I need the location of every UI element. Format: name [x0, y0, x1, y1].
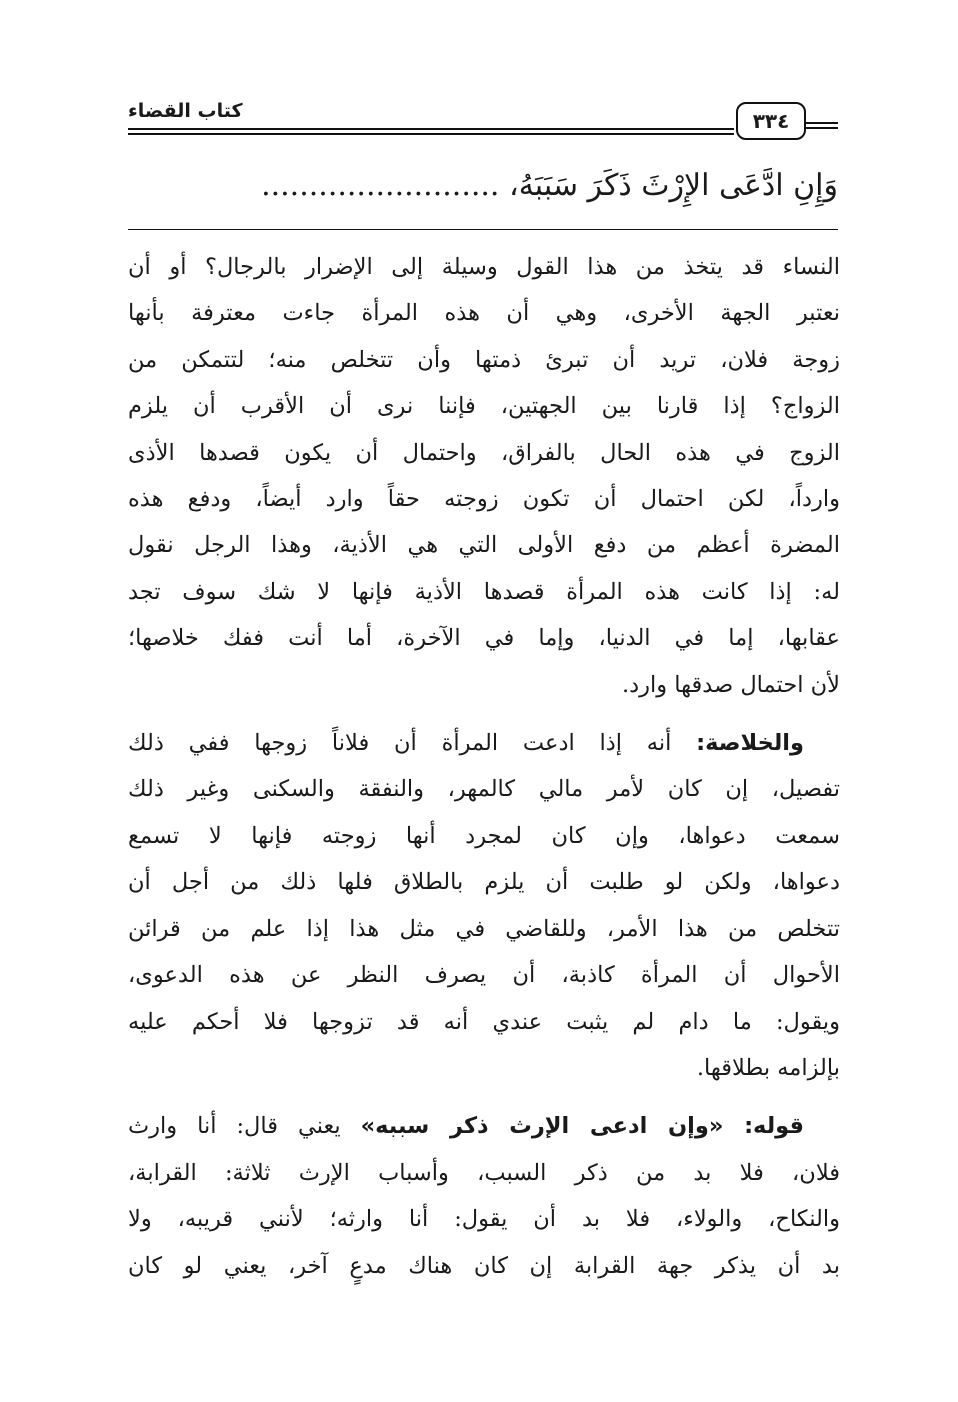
text-line: المضرة أعظم من دفع الأولى التي هي الأذية، وهذا الرجل نقول: [128, 532, 840, 559]
running-title: كتاب القضاء: [128, 100, 243, 122]
text-line: فلان، فلا بد من ذكر السبب، وأسباب الإرث ثلاثة: القرابة،: [128, 1159, 840, 1186]
matn-quote: «وإن ادعى الإرث ذكر سببه»: [360, 1113, 745, 1140]
header-rule-right-top: [804, 122, 838, 124]
text-line: عقابها، إما في الدنيا، وإما في الآخرة، أما أنت ففك خلاصها؛: [128, 625, 840, 652]
text-line: ويقول: ما دام لم يثبت عندي أنه قد تزوجها فلا أحكم عليه: [128, 1008, 840, 1035]
text-line: تفصيل، إن كان لأمر مالي كالمهر، والنفقة والسكنى وغير ذلك: [128, 776, 840, 803]
text-line: النساء قد يتخذ من هذا القول وسيلة إلى الإضرار بالرجال؟ أو أن: [128, 254, 840, 280]
qawluhu-lead: قوله:: [744, 1113, 804, 1140]
matn-line: [128, 160, 838, 212]
text-line: بد أن يذكر جهة القرابة إن كان هناك مدعٍ آخر، يعني لو كان: [128, 1252, 840, 1279]
matn-separator: [128, 229, 838, 230]
header-rule-top: [128, 128, 734, 130]
header-rule-bottom: [128, 133, 734, 135]
matn-text: وَإِنِ ادَّعَى الإِرْثَ ذَكَرَ سَبَبَهُ،: [509, 168, 838, 203]
text-line: [128, 1103, 840, 1149]
paragraph-1: [128, 244, 840, 708]
text-line: تتخلص من هذا الأمر، وللقاضي في مثل هذا إذا علم من قرائن: [128, 915, 840, 942]
summary-lead: والخلاصة:: [696, 730, 804, 757]
text-line: [128, 720, 840, 766]
quote-first-line: يعني قال: أنا وارث: [128, 1113, 361, 1140]
commentary-body: [128, 244, 840, 1289]
text-line: زوجة فلان، تريد أن تبرئ ذمتها وأن تتخلص منه؛ لتتمكن من: [128, 346, 840, 373]
page-number: ٣٣٤: [736, 102, 806, 140]
text-line: له: إذا كانت هذه المرأة قصدها الأذية فإنها لا شك سوف تجد: [128, 578, 840, 605]
text-line: نعتبر الجهة الأخرى، وهي أن هذه المرأة جاءت معترفة بأنها: [128, 300, 840, 327]
summary-first-line: أنه إذا ادعت المرأة أن فلاناً زوجها ففي ذلك: [128, 730, 697, 757]
text-line: بإلزامه بطلاقها.: [696, 1054, 840, 1081]
paragraph-3: [128, 1103, 840, 1289]
text-line: الزوج في هذه الحال بالفراق، واحتمال أن يكون قصدها الأذى: [128, 439, 840, 466]
matn-dots: .........................: [261, 168, 500, 203]
text-line: والنكاح، والولاء، فلا بد أن يقول: أنا وارثه؛ لأنني قريبه، ولا: [128, 1206, 840, 1233]
text-line: وارداً، لكن احتمال أن تكون زوجته حقاً وارد أيضاً، ودفع هذه: [128, 486, 840, 513]
header-rule-right-bottom: [804, 127, 838, 129]
text-line: سمعت دعواها، وإن كان لمجرد أنها زوجته فإنها لا تسمع: [128, 822, 840, 849]
paragraph-2: [128, 720, 840, 1091]
text-line: لأن احتمال صدقها وارد.: [621, 671, 840, 698]
text-line: الأحوال أن المرأة كاذبة، أن يصرف النظر عن هذه الدعوى،: [128, 962, 840, 989]
text-line: الزواج؟ إذا قارنا بين الجهتين، فإننا نرى أن الأقرب أن يلزم: [128, 393, 840, 420]
text-line: دعواها، ولكن لو طلبت أن يلزم بالطلاق فلها ذلك من أجل أن: [128, 869, 840, 896]
page-header: [128, 96, 838, 146]
